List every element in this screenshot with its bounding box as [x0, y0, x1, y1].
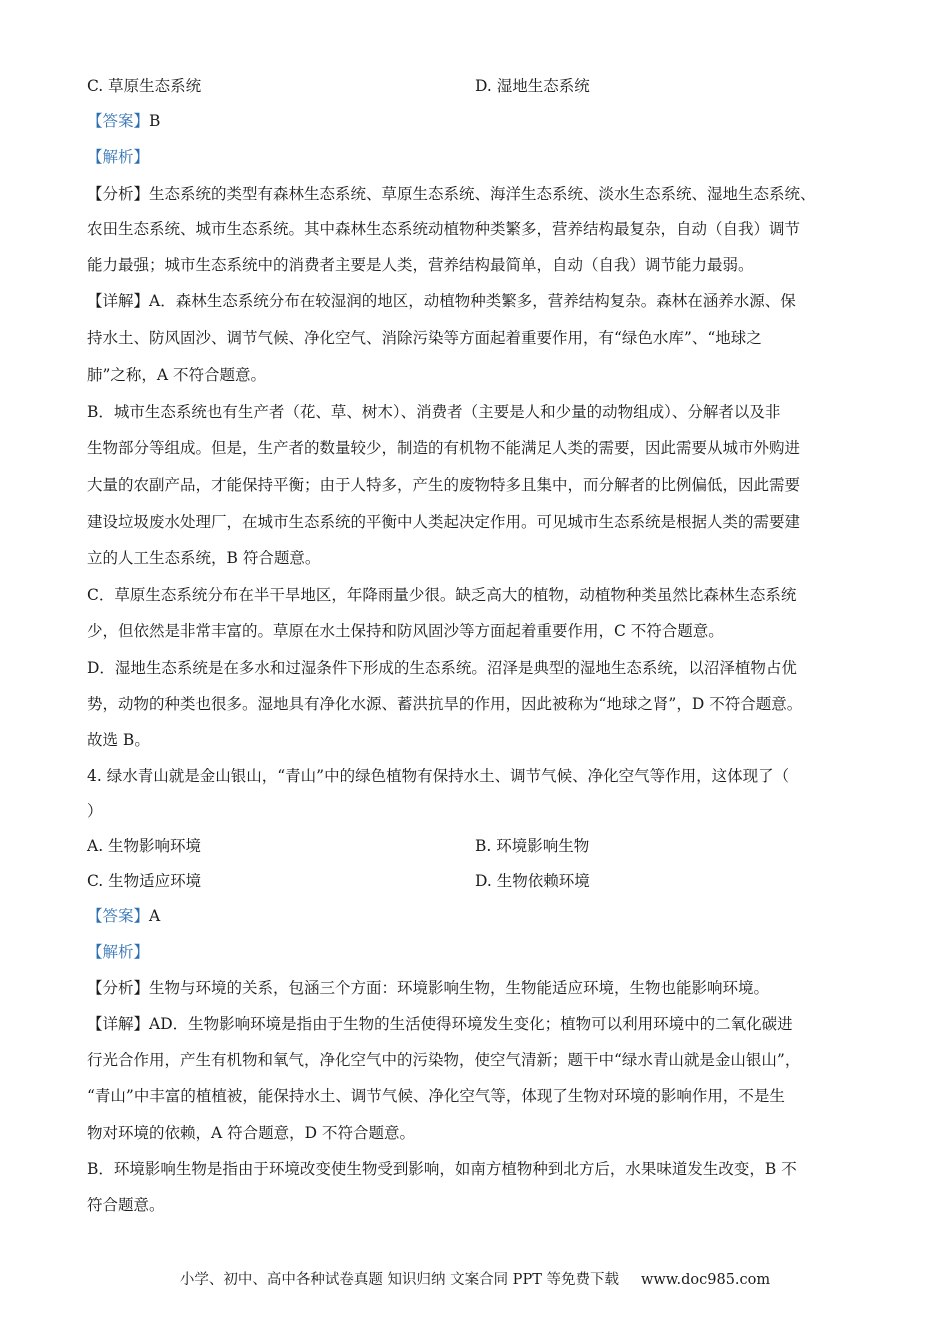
q4-option-a: A. 生物影响环境: [87, 837, 202, 855]
q3-detail-line: 势，动物的种类也很多。湿地具有净化水源、蓄洪抗旱的作用，因此被称为“地球之肾”，D 不符合题意。: [87, 695, 803, 713]
detail-text: A．森林生态系统分布在较湿润的地区，动植物种类繁多，营养结构复杂。森林在涵养水源、保: [149, 292, 796, 310]
q4-detail-line: 符合题意。: [87, 1196, 165, 1214]
q3-option-c: C. 草原生态系统: [87, 77, 202, 95]
q3-detail-line: 立的人工生态系统，B 符合题意。: [87, 549, 321, 567]
q4-detail-line: [87, 1013, 877, 1035]
fenxi-text: 生态系统的类型有森林生态系统、草原生态系统、海洋生态系统、淡水生态系统、湿地生态系统、: [149, 185, 816, 203]
q4-options-row: [87, 870, 877, 892]
fenxi-tag: 【分析】: [87, 979, 150, 997]
answer-value: A: [149, 907, 161, 925]
q3-detail-line: 故选 B。: [87, 731, 150, 749]
q3-fenxi-line: 农田生态系统、城市生态系统。其中森林生态系统动植物种类繁多，营养结构最复杂，自动（自我）调节: [87, 220, 801, 238]
q3-detail-line: [87, 290, 877, 312]
q4-fenxi-line: [87, 977, 877, 999]
xiangjie-tag: 【详解】: [87, 1015, 150, 1033]
q3-detail-line: D．湿地生态系统是在多水和过湿条件下形成的生态系统。沼泽是典型的湿地生态系统，以沼泽植物占优: [87, 659, 797, 677]
q3-detail-line: 持水土、防风固沙、调节气候、净化空气、消除污染等方面起着重要作用，有“绿色水库”、“地球之: [87, 329, 762, 347]
answer-value: B: [149, 112, 161, 130]
q4-option-d: D. 生物依赖环境: [475, 872, 590, 890]
answer-tag: 【答案】: [87, 907, 150, 925]
q4-question-line: ）: [87, 802, 103, 820]
q3-analysis-heading: [87, 146, 877, 168]
footer-text: 小学、初中、高中各种试卷真题 知识归纳 文案合同 PPT 等免费下载: [179, 1272, 619, 1288]
q4-option-c: C. 生物适应环境: [87, 872, 202, 890]
footer-url[interactable]: www.doc985.com: [640, 1272, 771, 1288]
fenxi-text: 生物与环境的关系，包涵三个方面：环境影响生物，生物能适应环境，生物也能影响环境。: [149, 979, 770, 997]
q3-answer: [87, 110, 877, 132]
q3-detail-line: 生物部分等组成。但是，生产者的数量较少，制造的有机物不能满足人类的需要，因此需要从城市外购进: [87, 439, 801, 457]
q4-analysis-heading: [87, 941, 877, 963]
q4-answer: [87, 905, 877, 927]
q3-options-row: [87, 75, 877, 97]
q4-detail-line: B．环境影响生物是指由于环境改变使生物受到影响，如南方植物种到北方后，水果味道发生改变，B 不: [87, 1160, 797, 1178]
q4-detail-line: “青山”中丰富的植植被，能保持水土、调节气候、净化空气等，体现了生物对环境的影响作用，不是生: [87, 1087, 785, 1105]
analysis-tag: 【解析】: [87, 148, 150, 166]
q3-fenxi-line: [87, 183, 877, 205]
q4-question-line: 4. 绿水青山就是金山银山，“青山”中的绿色植物有保持水土、调节气候、净化空气等作用，这体现了（: [87, 767, 790, 785]
q3-detail-line: 少，但依然是非常丰富的。草原在水土保持和防风固沙等方面起着重要作用，C 不符合题意。: [87, 622, 724, 640]
q3-option-d: D. 湿地生态系统: [475, 77, 590, 95]
q4-option-b: B. 环境影响生物: [475, 837, 590, 855]
q3-detail-line: B．城市生态系统也有生产者（花、草、树木）、消费者（主要是人和少量的动物组成）、分解者以及非: [87, 403, 781, 421]
q3-detail-line: C．草原生态系统分布在半干旱地区，年降雨量少很。缺乏高大的植物，动植物种类虽然比森林生态系统: [87, 586, 797, 604]
q3-detail-line: 建设垃圾废水处理厂，在城市生态系统的平衡中人类起决定作用。可见城市生态系统是根据人类的需要建: [87, 513, 801, 531]
q3-detail-line: 肺”之称，A 不符合题意。: [87, 366, 267, 384]
q4-detail-line: 行光合作用，产生有机物和氧气，净化空气中的污染物，使空气清新；题干中“绿水青山就是金山银山”，: [87, 1051, 801, 1069]
q4-options-row: [87, 835, 877, 857]
detail-text: AD．生物影响环境是指由于生物的生活使得环境发生变化；植物可以利用环境中的二氧化碳进: [149, 1015, 793, 1033]
q3-detail-line: 大量的农副产品，才能保持平衡；由于人特多，产生的废物特多且集中，而分解者的比例偏低，因此需要: [87, 476, 801, 494]
q3-fenxi-line: 能力最强；城市生态系统中的消费者主要是人类，营养结构最简单，自动（自我）调节能力最弱。: [87, 256, 754, 274]
answer-tag: 【答案】: [87, 112, 150, 130]
page-footer: [0, 1268, 950, 1289]
xiangjie-tag: 【详解】: [87, 292, 150, 310]
analysis-tag: 【解析】: [87, 943, 150, 961]
q4-detail-line: 物对环境的依赖，A 符合题意，D 不符合题意。: [87, 1124, 415, 1142]
fenxi-tag: 【分析】: [87, 185, 150, 203]
